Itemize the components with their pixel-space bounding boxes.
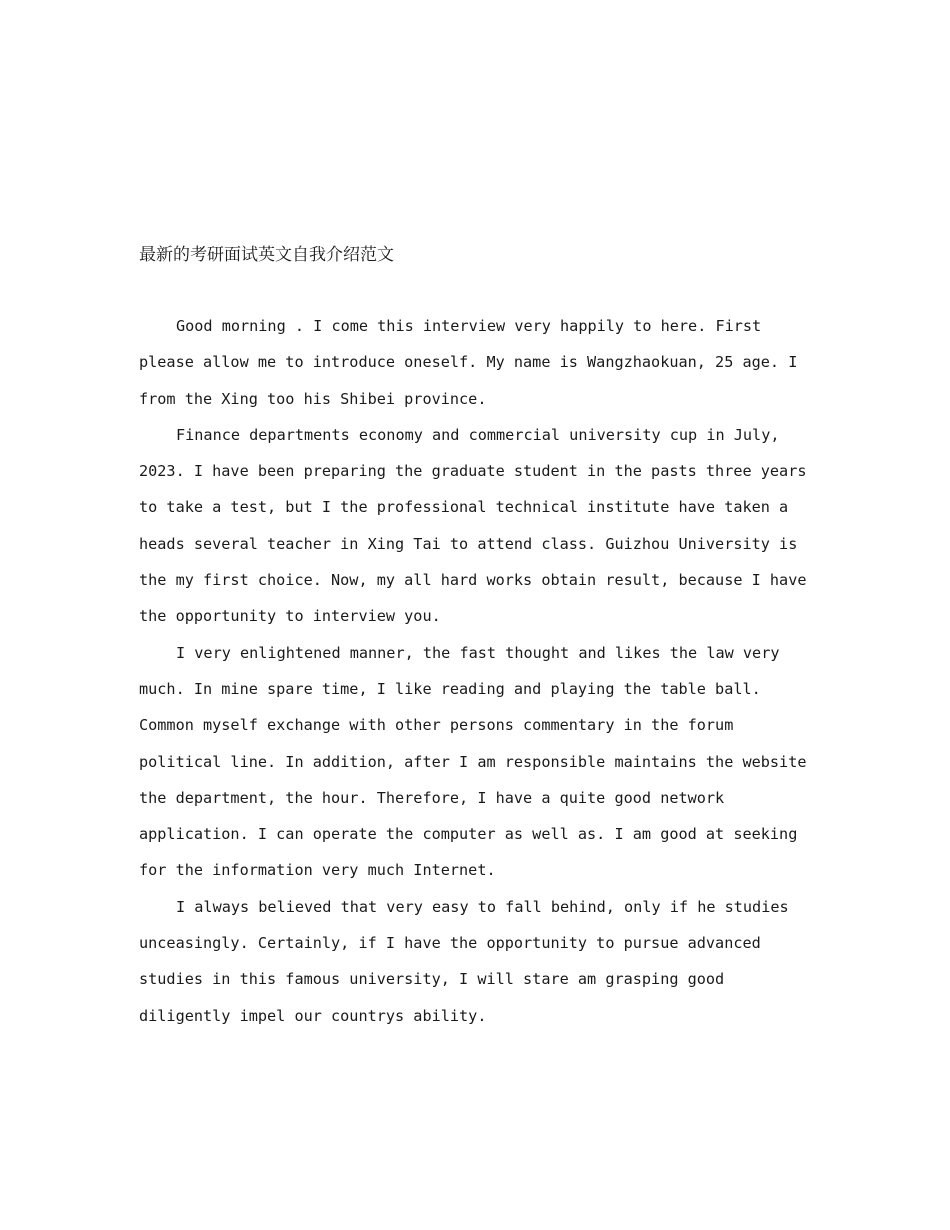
- paragraph-introduction: Good morning . I come this interview very happily to here. First please allow me to introduce oneself. My name is Wangzhaokuan, 25 age. I from the Xing too his Shibei province.: [139, 317, 798, 408]
- document-title: 最新的考研面试英文自我介绍范文: [139, 245, 394, 265]
- paragraph-personality: I very enlightened manner, the fast thought and likes the law very much. In mine spare time, I like reading and playing the table ball. Common myself exchange with other persons commentary in the forum political line. In addition, after I am responsible maintains the website the department, the hour. Therefore, I have a quite good network application. I can operate the computer as well as. I am good at seeking for the information very much Internet.: [139, 643, 807, 880]
- paragraph-conclusion: I always believed that very easy to fall behind, only if he studies unceasingly. Certainly, if I have the opportunity to pursue advanced studies in this famous university, I will stare am grasping good diligently impel our countrys ability.: [139, 897, 789, 1025]
- paragraph-education: Finance departments economy and commercial university cup in July, 2023. I have been preparing the graduate student in the pasts three years to take a test, but I the professional technical institute have taken a heads several teacher in Xing Tai to attend class. Guizhou University is the my first choice. Now, my all hard works obtain result, because I have the opportunity to interview you.: [139, 425, 807, 626]
- document-body: [139, 308, 819, 1034]
